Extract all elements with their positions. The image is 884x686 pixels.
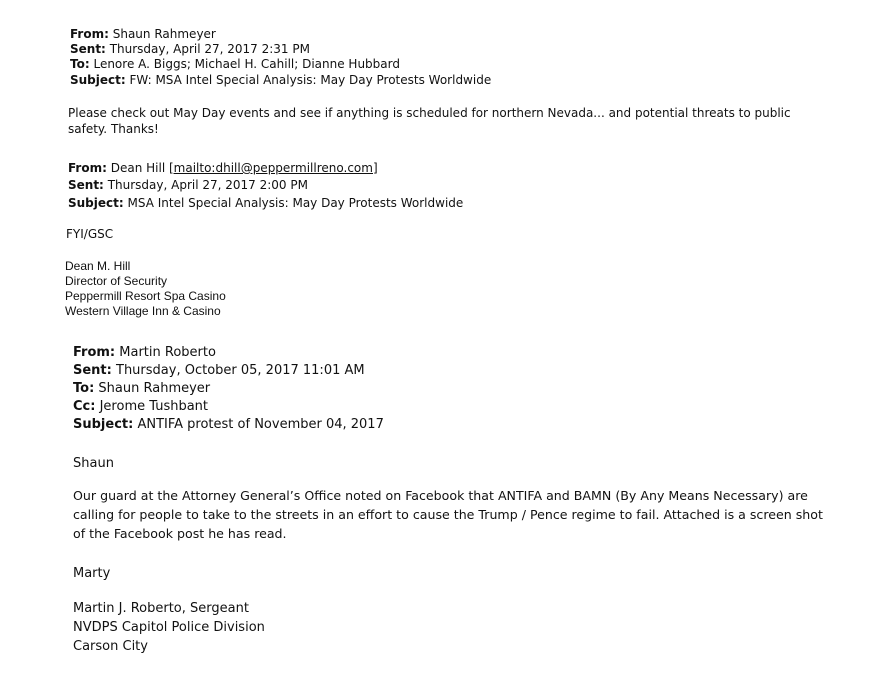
email-greeting: Shaun bbox=[73, 456, 114, 471]
signature-line: Carson City bbox=[73, 639, 148, 654]
to-value: Shaun Rahmeyer bbox=[98, 381, 211, 396]
subject-label: Subject: bbox=[70, 73, 126, 87]
signature-line: Martin J. Roberto, Sergeant bbox=[73, 601, 249, 616]
email-body-line: calling for people to take to the streets in an effort to cause the Trump / Pence regime to fail. Attached is a screen shot bbox=[73, 507, 823, 522]
email-body-line: Please check out May Day events and see if anything is scheduled for northern Nevada... and potential threats to public bbox=[68, 106, 791, 120]
sent-value: Thursday, October 05, 2017 11:01 AM bbox=[116, 363, 365, 378]
cc-value: Jerome Tushbant bbox=[99, 399, 209, 414]
to-label: To: bbox=[70, 57, 90, 71]
signature-line: Director of Security bbox=[65, 274, 168, 288]
from-label: From: bbox=[73, 345, 116, 360]
email-body-line: FYI/GSC bbox=[66, 227, 114, 241]
email-closing: Marty bbox=[73, 566, 111, 581]
from-field bbox=[73, 346, 216, 359]
signature-line: NVDPS Capitol Police Division bbox=[73, 620, 265, 635]
sent-label: Sent: bbox=[68, 178, 104, 192]
to-field bbox=[70, 58, 400, 70]
subject-label: Subject: bbox=[68, 196, 124, 210]
cc-label: Cc: bbox=[73, 399, 96, 414]
signature-line: Western Village Inn & Casino bbox=[65, 304, 221, 318]
subject-value: ANTIFA protest of November 04, 2017 bbox=[137, 417, 384, 432]
email-body-line: of the Facebook post he has read. bbox=[73, 526, 287, 541]
sent-field bbox=[70, 43, 310, 55]
subject-field bbox=[68, 197, 463, 209]
from-label: From: bbox=[68, 161, 107, 175]
to-field bbox=[73, 382, 210, 395]
sent-value: Thursday, April 27, 2017 2:31 PM bbox=[109, 42, 310, 56]
sent-value: Thursday, April 27, 2017 2:00 PM bbox=[107, 178, 308, 192]
signature-line: Peppermill Resort Spa Casino bbox=[65, 289, 226, 303]
email-body-line: Our guard at the Attorney General’s Office noted on Facebook that ANTIFA and BAMN (By Any Means Necessary) are bbox=[73, 488, 808, 503]
cc-field bbox=[73, 400, 208, 413]
sent-label: Sent: bbox=[70, 42, 106, 56]
subject-value: MSA Intel Special Analysis: May Day Protests Worldwide bbox=[127, 196, 464, 210]
subject-label: Subject: bbox=[73, 417, 134, 432]
to-value: Lenore A. Biggs; Michael H. Cahill; Dianne Hubbard bbox=[93, 57, 400, 71]
signature-line: Dean M. Hill bbox=[65, 259, 131, 273]
subject-field bbox=[73, 418, 384, 431]
from-value: Dean Hill bbox=[110, 161, 166, 175]
subject-field bbox=[70, 74, 491, 86]
subject-value: FW: MSA Intel Special Analysis: May Day Protests Worldwide bbox=[129, 73, 492, 87]
from-value: Martin Roberto bbox=[119, 345, 216, 360]
from-value: Shaun Rahmeyer bbox=[112, 27, 216, 41]
email-body-line: safety. Thanks! bbox=[68, 122, 159, 136]
sent-label: Sent: bbox=[73, 363, 112, 378]
sent-field bbox=[68, 179, 308, 191]
mailto-link[interactable]: [mailto:dhill@peppermillreno.com] bbox=[168, 161, 378, 175]
to-label: To: bbox=[73, 381, 95, 396]
sent-field bbox=[73, 364, 365, 377]
from-field bbox=[68, 162, 378, 174]
from-field bbox=[70, 28, 216, 40]
from-label: From: bbox=[70, 27, 109, 41]
